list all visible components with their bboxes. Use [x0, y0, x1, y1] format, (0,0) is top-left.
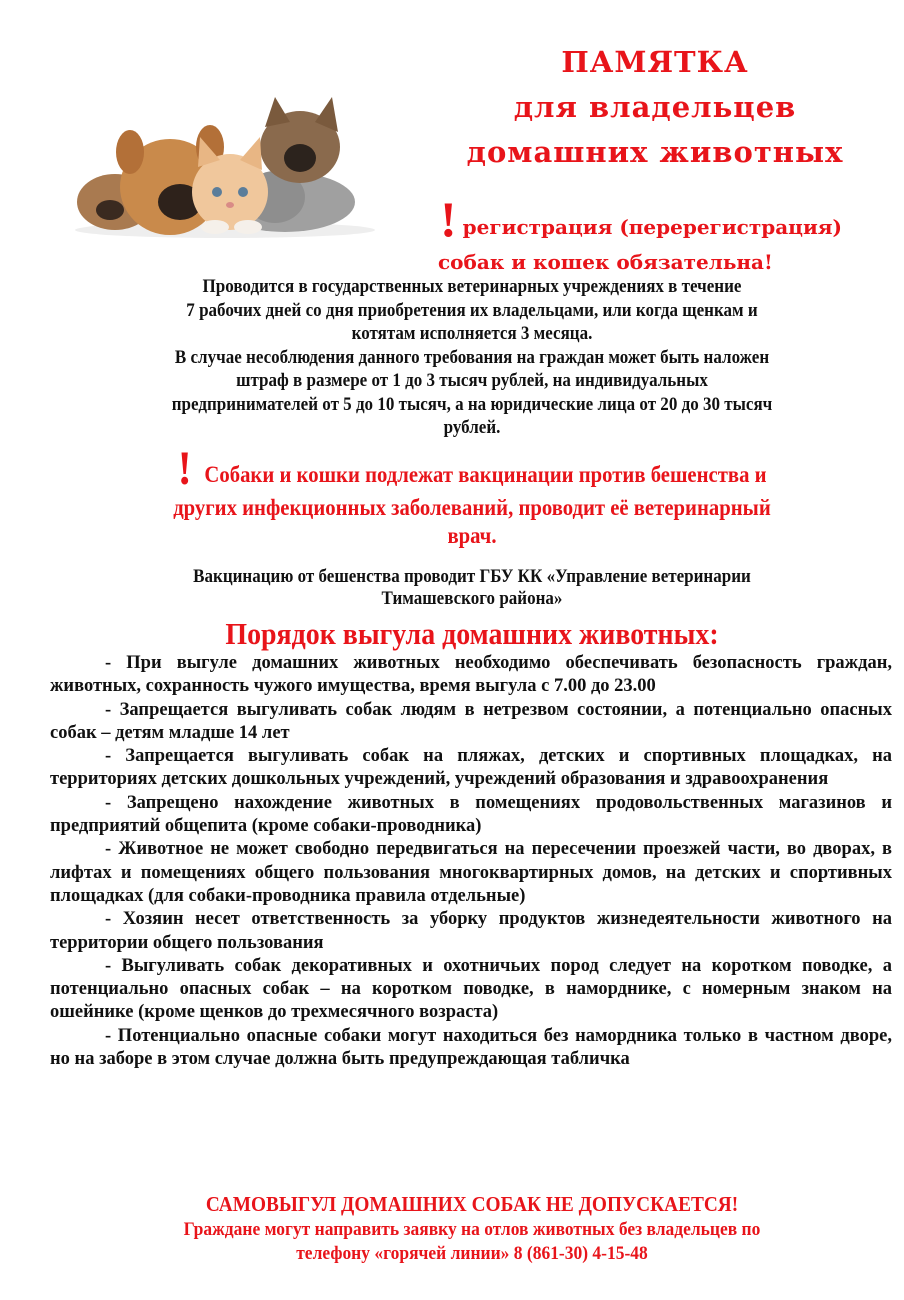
rule-item: - Запрещено нахождение животных в помещениях продовольственных магазинов и предприятий общепита (кроме собаки-проводника) — [50, 792, 892, 837]
rule-item: - Животное не может свободно передвигаться на пересечении проезжей части, во дворах, в лифтах и помещениях общего пользования многоквартирных домов, на детских и спортивных площадках (для собаки-проводника правила отдельные) — [50, 839, 892, 906]
vaccination-heading — [90, 442, 853, 548]
vaccination-note — [82, 566, 862, 610]
walking-rules-list — [50, 652, 892, 1071]
vaccination-heading-line-1 — [90, 442, 853, 495]
rule-item: - Хозяин несет ответственность за уборку продуктов жизнедеятельности животного на территории общего пользования — [50, 909, 892, 953]
rule-item: - Потенциально опасные собаки могут находиться без намордника только в частном дворе, но на заборе в этом случае должна быть предупреждающая табличка — [50, 1025, 892, 1070]
registration-body-line: штраф в размере от 1 до 3 тысяч рублей, на индивидуальных — [236, 371, 708, 391]
title-line-3: домашних животных — [466, 135, 844, 169]
vaccination-heading-line-2: других инфекционных заболеваний, проводит её ветеринарный — [173, 495, 771, 520]
registration-body-line: В случае несоблюдения данного требования на граждан может быть наложен — [174, 347, 770, 368]
registration-body-line: котятам исполняется 3 месяца. — [351, 324, 593, 344]
rule-item: - При выгуле домашних животных необходимо обеспечивать безопасность граждан, животных, сохранность чужого имущества, время выгула с 7.00 до 23.00 — [50, 653, 892, 697]
exclamation-icon: ! — [440, 191, 457, 247]
registration-body-line: рублей. — [443, 418, 501, 438]
registration-body-line: 7 рабочих дней со дня приобретения их владельцами, или когда щенкам и — [186, 300, 758, 321]
free-walking-warning: САМОВЫГУЛ ДОМАШНИХ СОБАК НЕ ДОПУСКАЕТСЯ! — [205, 1192, 739, 1216]
vaccination-note-line-2: Тимашевского района» — [381, 589, 563, 609]
rule-item: - Выгуливать собак декоративных и охотничьих пород следует на коротком поводке, а потенциально опасных собак – на коротком поводке, в наморднике, с номерным знаком на ошейнике (кроме щенков до трехмесячного возраста) — [50, 955, 892, 1023]
registration-body-line: Проводится в государственных ветеринарных учреждениях в течение — [202, 277, 742, 297]
walking-heading: Порядок выгула домашних животных: — [225, 616, 719, 651]
title-line-1: ПАМЯТКА — [561, 45, 749, 79]
title-line-2: для владельцев — [513, 90, 797, 124]
registration-heading-line-1 — [440, 190, 880, 248]
pets-image — [70, 92, 380, 242]
rule-item: - Запрещается выгуливать собак людям в нетрезвом состоянии, а потенциально опасных собак – детям младше 14 лет — [50, 699, 892, 743]
vaccination-note-line-1: Вакцинацию от бешенства проводит ГБУ КК «Управление ветеринарии — [193, 567, 751, 587]
hotline-line-1: Граждане могут направить заявку на отлов животных без владельцев по — [183, 1219, 761, 1240]
registration-heading-line-2: собак и кошек обязательна! — [438, 250, 773, 274]
rule-item: - Запрещается выгуливать собак на пляжах, детских и спортивных площадках, на территориях детских дошкольных учреждений, учреждений образования и здравоохранения — [50, 746, 892, 790]
registration-body — [82, 276, 862, 441]
hotline-info — [82, 1218, 862, 1266]
exclamation-icon: ! — [177, 442, 192, 495]
registration-heading-text: регистрация (перерегистрация) — [462, 215, 843, 239]
hotline-line-2: телефону «горячей линии» 8 (861-30) 4-15-48 — [296, 1243, 648, 1264]
registration-body-line: предпринимателей от 5 до 10 тысяч, а на юридические лица от 20 до 30 тысяч — [171, 394, 773, 415]
vaccination-heading-text: Собаки и кошки подлежат вакцинации против бешенства и — [204, 462, 767, 487]
vaccination-heading-line-3: врач. — [447, 523, 497, 548]
